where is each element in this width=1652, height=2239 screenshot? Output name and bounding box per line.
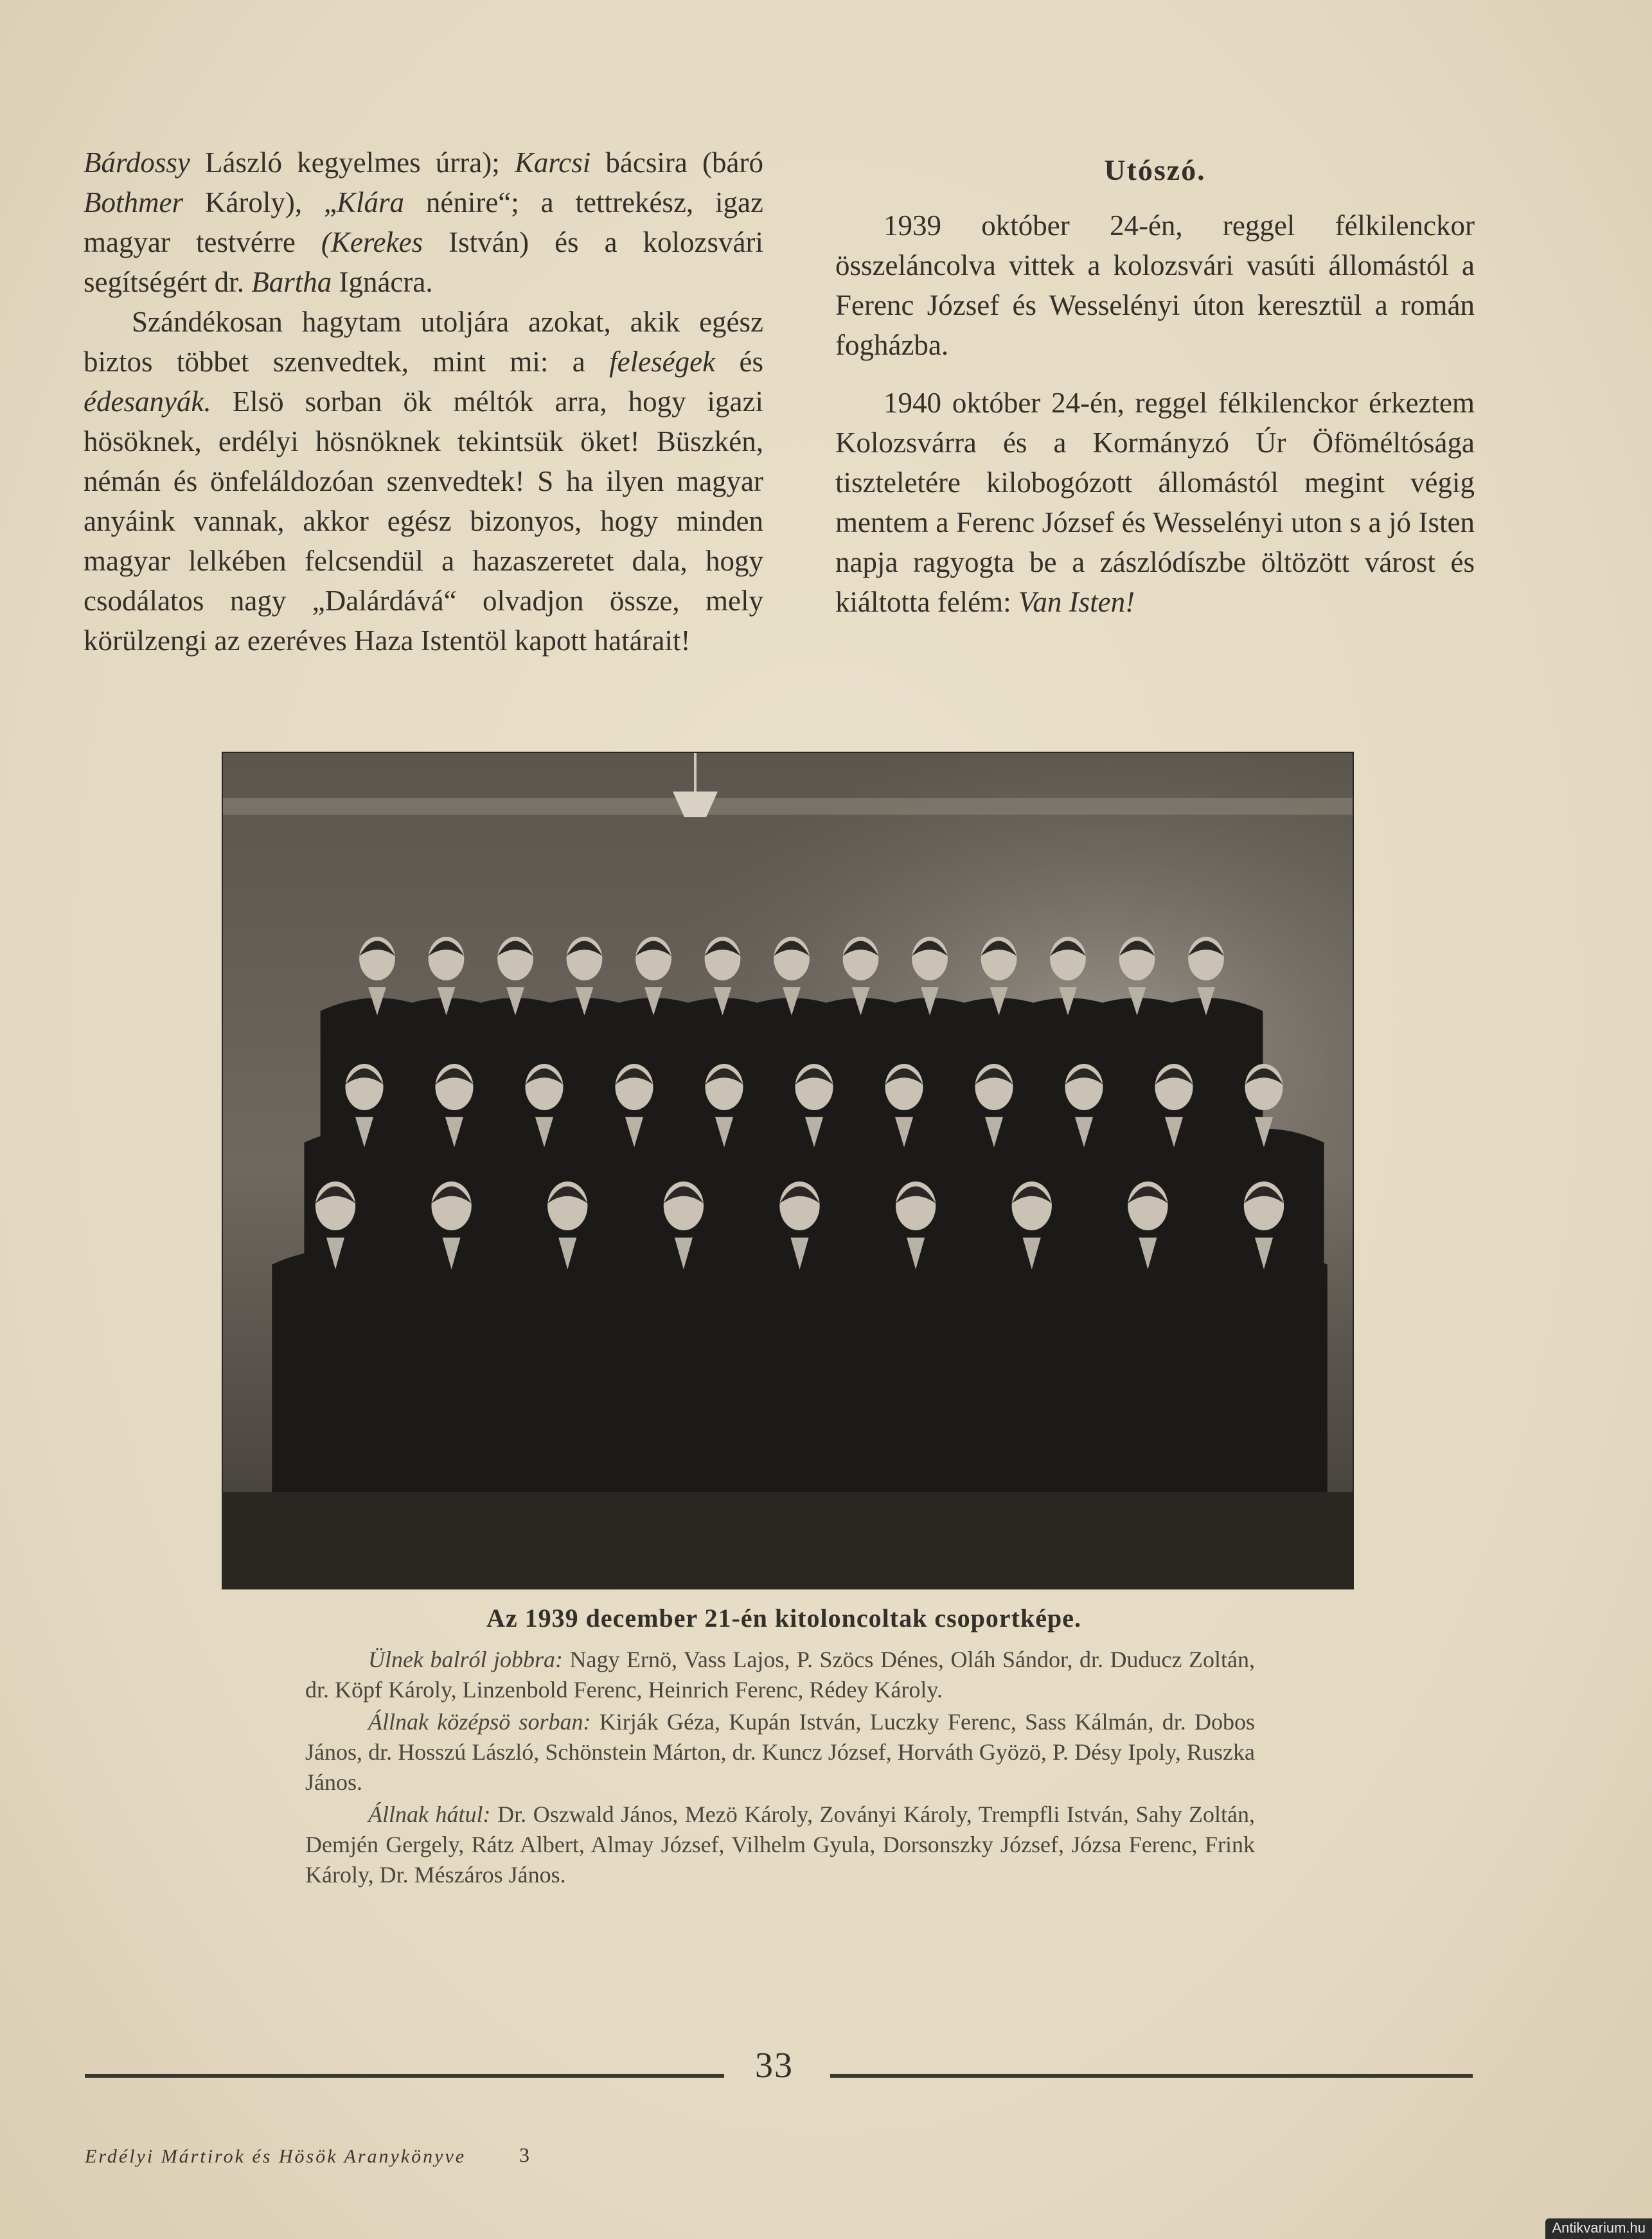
group-of-people (272, 937, 1328, 1492)
left-paragraph-1: Bárdossy László kegyelmes úrra); Karcsi bácsira (báró Bothmer Károly), „Klára nénire“; a tettrekész, igaz magyar testvérre (Kerekes István) és a kolozsvári segítségért dr. Bartha Ignácra. (84, 146, 763, 298)
footer-book-title: Erdélyi Mártirok és Hösök Aranykönyve (85, 2146, 466, 2167)
section-heading: Utószó. (1104, 154, 1206, 186)
watermark: Antikvarium.hu (1545, 2218, 1652, 2239)
right-paragraph-1: 1939 október 24-én, reggel félkilenckor összeláncolva vittek a kolozsvári vasúti állomástól a Ferenc József és Wesselényi úton keresztül a román fogházba. (835, 209, 1475, 361)
right-column (835, 150, 1475, 640)
photo-caption (305, 1645, 1255, 1892)
floor (223, 1492, 1353, 1588)
page-number: 33 (755, 2046, 794, 2085)
caption-middle-row: Állnak középsö sorban: Kirják Géza, Kupán István, Luczky Ferenc, Sass Kálmán, dr. Dobos János, dr. Hosszú László, Schönstein Márton, dr. Kuncz József, Horváth Gyözö, P. Désy Ipoly, Ruszka János. (305, 1709, 1255, 1795)
wall-molding (223, 798, 1353, 815)
footer-rule-left (85, 2074, 724, 2078)
left-column (84, 143, 763, 660)
caption-back-row: Állnak hátul: Dr. Oszwald János, Mezö Károly, Zoványi Károly, Trempfli István, Sahy Zoltán, Demjén Gergely, Rátz Albert, Almay József, Vilhelm Gyula, Dorsonszky József, Józsa Ferenc, Frink Károly, Dr. Mészáros János. (305, 1801, 1255, 1888)
right-paragraph-2: 1940 október 24-én, reggel félkilenckor érkeztem Kolozsvárra és a Kormányzó Úr Öföméltósága tiszteletére kilobogózott állomástól megint végig mentem a Ferenc József és Wesselényi uton s a jó Isten napja ragyogta be a zászlódíszbe öltözött várost és kiáltotta felém: Van Isten! (835, 387, 1475, 618)
caption-title: Az 1939 december 21-én kitoloncoltak csoportképe. (486, 1604, 1081, 1633)
footer-signature-mark: 3 (519, 2143, 529, 2166)
left-paragraph-2: Szándékosan hagytam utoljára azokat, akik egész biztos többet szenvedtek, mint mi: a feleségek és édesanyák. Elsö sorban ök méltók arra, hogy igazi hösöknek, erdélyi hösnöknek tekintsük öket! Büszkén, némán és önfeláldozóan szenvedtek! S ha ilyen magyar anyáink vannak, akkor egész bizonyos, hogy minden magyar lelkében felcsendül a hazaszeretet dala, hogy csodálatos nagy „Dalárdává“ olvadjon össze, mely körülzengi az ezeréves Haza Istentöl kapott határait! (84, 306, 763, 657)
group-photo-image (223, 753, 1353, 1588)
footer-rule-right (830, 2074, 1473, 2078)
group-photograph (222, 752, 1354, 1589)
caption-seated: Ülnek balról jobbra: Nagy Ernö, Vass Lajos, P. Szöcs Dénes, Oláh Sándor, dr. Duducz Zoltán, dr. Köpf Károly, Linzenbold Ferenc, Heinrich Ferenc, Rédey Károly. (305, 1647, 1255, 1703)
